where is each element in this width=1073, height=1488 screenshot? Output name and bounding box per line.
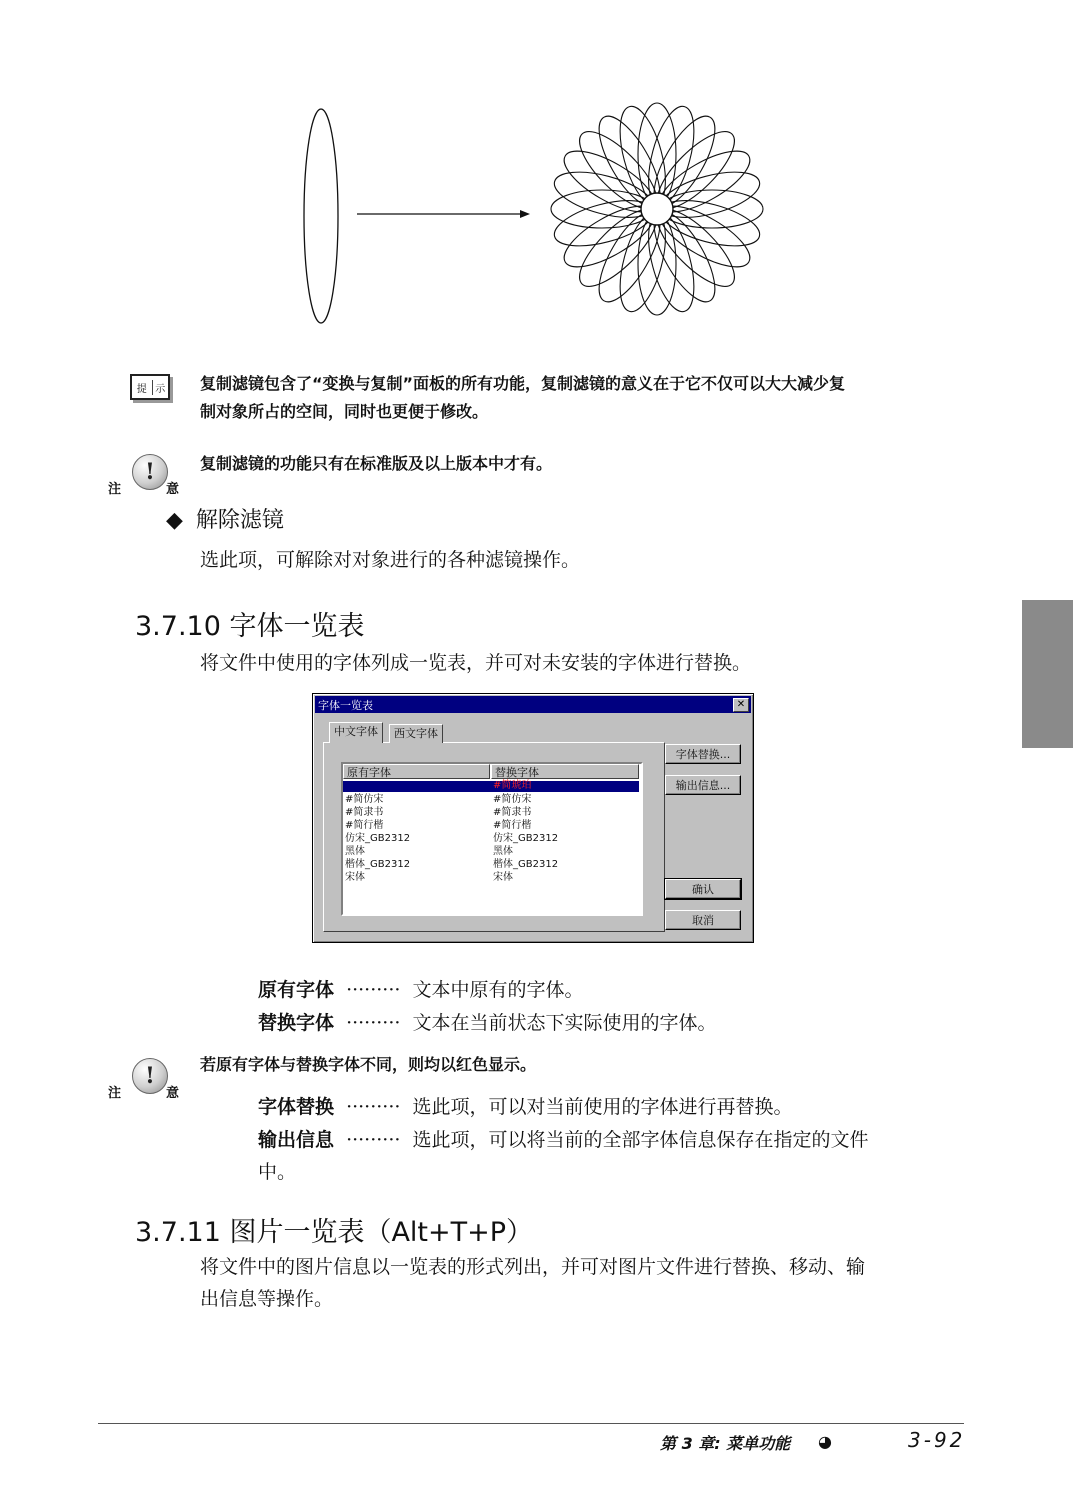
close-icon[interactable]: ✕ [733,698,749,712]
original-font-cell: 楷体_GB2312 [345,859,411,870]
tip-icon-label: 示 [152,380,165,395]
tip-text [200,370,980,426]
original-font-cell: 仿宋_GB2312 [345,833,411,844]
replacement-font-cell: #简仿宋 [493,794,532,805]
definition-desc: 文本中原有的字体。 [412,979,584,1001]
note-label: 注 [108,482,122,497]
paragraph: 将文件中使用的字体列成一览表，并可对未安装的字体进行替换。 [200,652,752,674]
replacement-font-cell: #简行楷 [493,820,532,831]
chapter-side-tab [1022,600,1073,748]
rosette-petal [638,213,676,315]
export-info-button[interactable]: 输出信息... [665,775,741,795]
rosette-center [641,193,673,225]
column-header-replacement[interactable]: 替换字体 [491,764,639,779]
rosette-petal [611,208,674,316]
definition-desc: 选此项，可以对当前使用的字体进行再替换。 [412,1096,793,1118]
original-font-cell: #简仿宋 [345,794,384,805]
diamond-bullet-icon: ◆ [166,508,183,533]
section-heading: 3.7.10 字体一览表 [135,611,365,642]
ok-button[interactable]: 确认 [665,879,741,899]
definition-leader: ········· [346,979,401,1001]
definition-item [258,975,583,1006]
rosette-petal [656,192,764,255]
definition-leader: ········· [346,1129,401,1151]
replacement-font-cell: 仿宋_GB2312 [493,833,559,844]
definition-item [258,1008,716,1039]
footer-rule [98,1423,964,1424]
tip-line: 复制滤镜包含了“变换与复制”面板的所有功能，复制滤镜的意义在于它不仅可以大大减少复 [200,374,846,393]
cancel-button[interactable]: 取消 [665,910,741,930]
tab-chinese-fonts[interactable]: 中文字体 [329,722,383,743]
exclamation-icon: ! [132,1058,168,1094]
font-row[interactable] [345,819,639,832]
note-icon [108,1058,180,1101]
rosette-petal [551,190,653,228]
column-header-original[interactable]: 原有字体 [343,764,490,779]
definition-leader: ········· [346,1012,401,1034]
definition-term: 输出信息 [258,1129,335,1151]
definition-item [258,1092,792,1123]
rosette-petal [640,102,703,210]
tip-icon [130,374,170,400]
dialog-title: 字体一览表 [318,699,373,712]
original-font-cell: 宋体 [345,872,365,883]
definition-desc: 文本在当前状态下实际使用的字体。 [412,1012,717,1034]
font-row[interactable] [345,871,639,884]
tab-western-fonts[interactable]: 西文字体 [389,724,443,743]
footer-bullet-icon: ◕ [818,1432,832,1451]
selected-row[interactable] [343,781,639,792]
definition-leader: ········· [346,1096,401,1118]
dialog-titlebar [315,696,751,713]
paragraph: 将文件中的图片信息以一览表的形式列出，并可对图片文件进行替换、移动、输 [200,1256,866,1278]
font-row[interactable] [345,793,639,806]
footer-chapter: 第 3 章: 菜单功能 [660,1434,791,1453]
note-label: 意 [166,1086,180,1101]
definition-term: 替换字体 [258,1012,335,1034]
note-label: 意 [166,482,180,497]
note-text: 复制滤镜的功能只有在标准版及以上版本中才有。 [200,454,553,473]
tip-line: 制对象所占的空间，同时也更便于修改。 [200,402,489,421]
filter-illustration [290,95,780,335]
original-font-cell: #简隶书 [345,807,384,818]
font-row[interactable] [345,832,639,845]
original-font-cell: 黑体 [345,846,365,857]
note-label: 注 [108,1086,122,1101]
arrow-head [520,210,530,218]
definition-item [258,1125,868,1156]
paragraph: 选此项，可解除对对象进行的各种滤镜操作。 [200,549,581,571]
replacement-font-cell: #简隶书 [493,807,532,818]
rosette-petal [550,192,658,255]
exclamation-icon: ! [132,454,168,490]
font-list[interactable] [341,762,643,916]
note-icon [108,454,180,497]
replace-font-button[interactable]: 字体替换... [665,744,741,764]
definition-desc-continued: 中。 [258,1161,297,1183]
note-text: 若原有字体与替换字体不同，则均以红色显示。 [200,1055,537,1074]
page-number: 3-92 [908,1428,966,1452]
font-row[interactable] [345,845,639,858]
rosette-petal [550,163,658,226]
replacement-font-cell: 宋体 [493,872,513,883]
subsection-title: 解除滤镜 [195,508,284,533]
font-row[interactable] [345,806,639,819]
rosette-petal [640,208,703,316]
replacement-font-cell: 黑体 [493,846,513,857]
definition-desc: 选此项，可以将当前的全部字体信息保存在指定的文件 [412,1129,869,1151]
paragraph: 出信息等操作。 [200,1288,334,1310]
rosette-petal [661,190,763,228]
section-title-remove-filter [166,503,284,534]
definition-term: 原有字体 [258,979,335,1001]
rosette-petal [611,102,674,210]
section-heading: 3.7.11 图片一览表（Alt+T+P） [135,1217,534,1248]
font-row[interactable] [345,858,639,871]
original-font-cell: #简行楷 [345,820,384,831]
selected-replacement-font: #简琥珀 [493,780,532,791]
source-ellipse [304,109,338,323]
replacement-font-cell: 楷体_GB2312 [493,859,559,870]
tip-icon-label: 提 [136,383,147,395]
rosette-petal [638,103,676,205]
rosette-petal [656,163,764,226]
font-rows [345,793,639,884]
definition-term: 字体替换 [258,1096,335,1118]
font-list-dialog [312,693,754,943]
